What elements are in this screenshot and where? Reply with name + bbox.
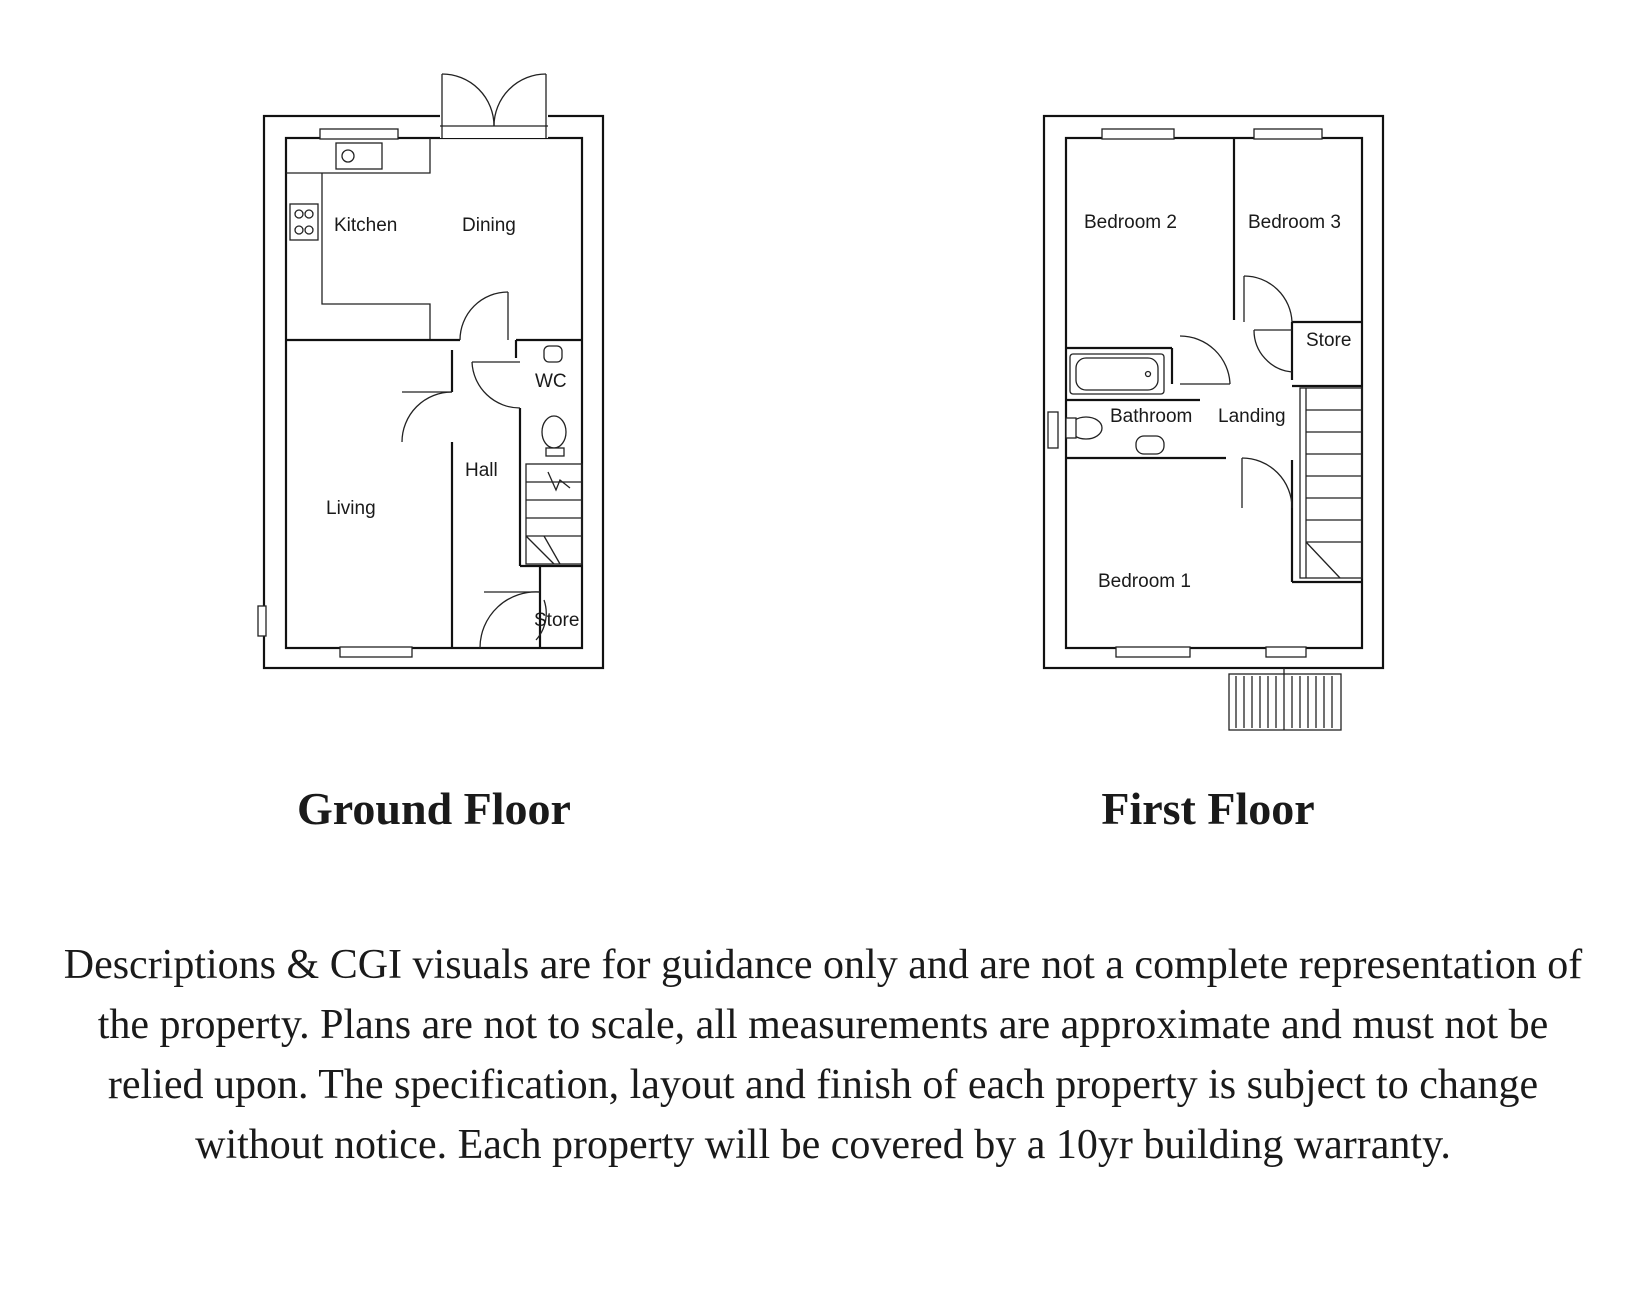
balcony-balustrade: [1229, 668, 1341, 730]
window: [1116, 647, 1190, 657]
disclaimer-text: Descriptions & CGI visuals are for guidance only and are not a complete representation of the property. Plans are not to scale, all measurements are approximate and must not be relied upon. The specification, layout and finish of each property is subject to change without notice. Each property will be covered by a 10yr building warranty.: [63, 942, 1583, 1168]
room-label-hall: Hall: [465, 460, 498, 481]
staircase: [1300, 388, 1362, 578]
window: [1266, 647, 1306, 657]
hob-icon: [290, 204, 318, 240]
room-label-bedroom-3: Bedroom 3: [1248, 212, 1341, 233]
ground-floor-plan: [258, 74, 603, 668]
door-swing: [472, 362, 520, 408]
room-label-landing: Landing: [1218, 406, 1286, 427]
basin-icon: [544, 346, 562, 362]
door-swing: [1254, 330, 1292, 372]
first-floor-title: First Floor: [1101, 783, 1315, 834]
room-label-kitchen: Kitchen: [334, 215, 398, 236]
ground-floor-title: Ground Floor: [297, 783, 571, 834]
room-label-living: Living: [326, 498, 376, 519]
first-floor-plan: [1044, 116, 1383, 730]
room-label-bedroom-1: Bedroom 1: [1098, 571, 1191, 592]
toilet-icon: [542, 416, 566, 448]
door-swing: [480, 592, 540, 648]
window: [1254, 129, 1322, 139]
room-label-bathroom: Bathroom: [1110, 406, 1193, 427]
patio-door: [440, 74, 548, 138]
room-label-dining: Dining: [462, 215, 516, 236]
staircase: [526, 464, 582, 564]
door-swing: [1180, 336, 1230, 384]
window: [1048, 412, 1058, 448]
door-swing: [1242, 458, 1292, 508]
sink-icon: [336, 143, 382, 169]
door-swing: [402, 392, 452, 442]
window: [258, 606, 266, 636]
window: [320, 129, 398, 139]
room-label-store: Store: [534, 610, 580, 631]
room-label-store: Store: [1306, 330, 1352, 351]
window: [1102, 129, 1174, 139]
room-label-wc: WC: [535, 371, 567, 392]
door-swing: [460, 292, 508, 340]
ground-floor-inner-wall: [286, 138, 582, 648]
window: [340, 647, 412, 657]
room-label-bedroom-2: Bedroom 2: [1084, 212, 1177, 233]
basin-icon: [1136, 436, 1164, 454]
door-swing: [1244, 276, 1292, 322]
